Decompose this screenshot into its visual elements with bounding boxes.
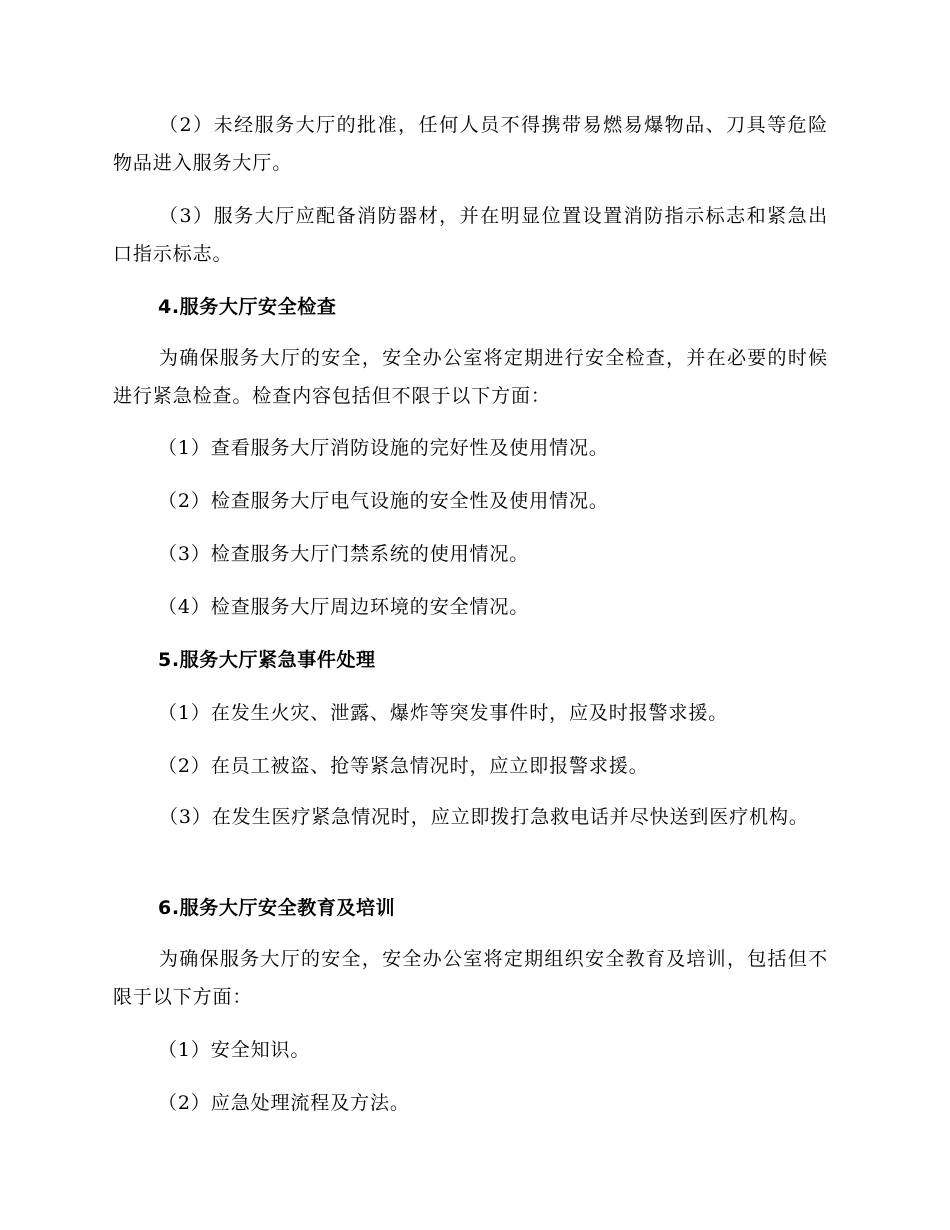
paragraph-inspection-intro: 为确保服务大厅的安全，安全办公室将定期进行安全检查，并在必要的时候进行紧急检查。检查内容包括但不限于以下方面：: [113, 347, 828, 407]
list-item-emergency-2: （2）在员工被盗、抢等紧急情况时，应立即报警求援。: [158, 755, 649, 777]
section-heading-5: 5.服务大厅紧急事件处理: [158, 649, 376, 671]
section-heading-6: 6.服务大厅安全教育及培训: [158, 897, 396, 919]
section-heading-4: 4.服务大厅安全检查: [158, 296, 337, 318]
list-item-inspection-4: （4）检查服务大厅周边环境的安全情况。: [158, 596, 530, 618]
paragraph-medical-emergency: （3）在发生医疗紧急情况时，应立即拨打急救电话并尽快送到医疗机构。: [159, 806, 809, 828]
list-item-inspection-3: （3）检查服务大厅门禁系统的使用情况。: [158, 543, 530, 565]
paragraph-fire-equipment: （3）服务大厅应配备消防器材，并在明显位置设置消防指示标志和紧急出口指示标志。: [113, 205, 828, 265]
list-item-inspection-1: （1）查看服务大厅消防设施的完好性及使用情况。: [158, 437, 609, 459]
paragraph-prohibited-items: （2）未经服务大厅的批准，任何人员不得携带易燃易爆物品、刀具等危险物品进入服务大厅。: [113, 114, 828, 174]
paragraph-training-intro: 为确保服务大厅的安全，安全办公室将定期组织安全教育及培训，包括但不限于以下方面：: [113, 948, 828, 1008]
list-item-training-2: （2）应急处理流程及方法。: [158, 1092, 410, 1114]
list-item-inspection-2: （2）检查服务大厅电气设施的安全性及使用情况。: [158, 490, 609, 512]
list-item-emergency-1: （1）在发生火灾、泄露、爆炸等突发事件时，应及时报警求援。: [158, 702, 729, 724]
list-item-training-1: （1）安全知识。: [158, 1039, 311, 1061]
